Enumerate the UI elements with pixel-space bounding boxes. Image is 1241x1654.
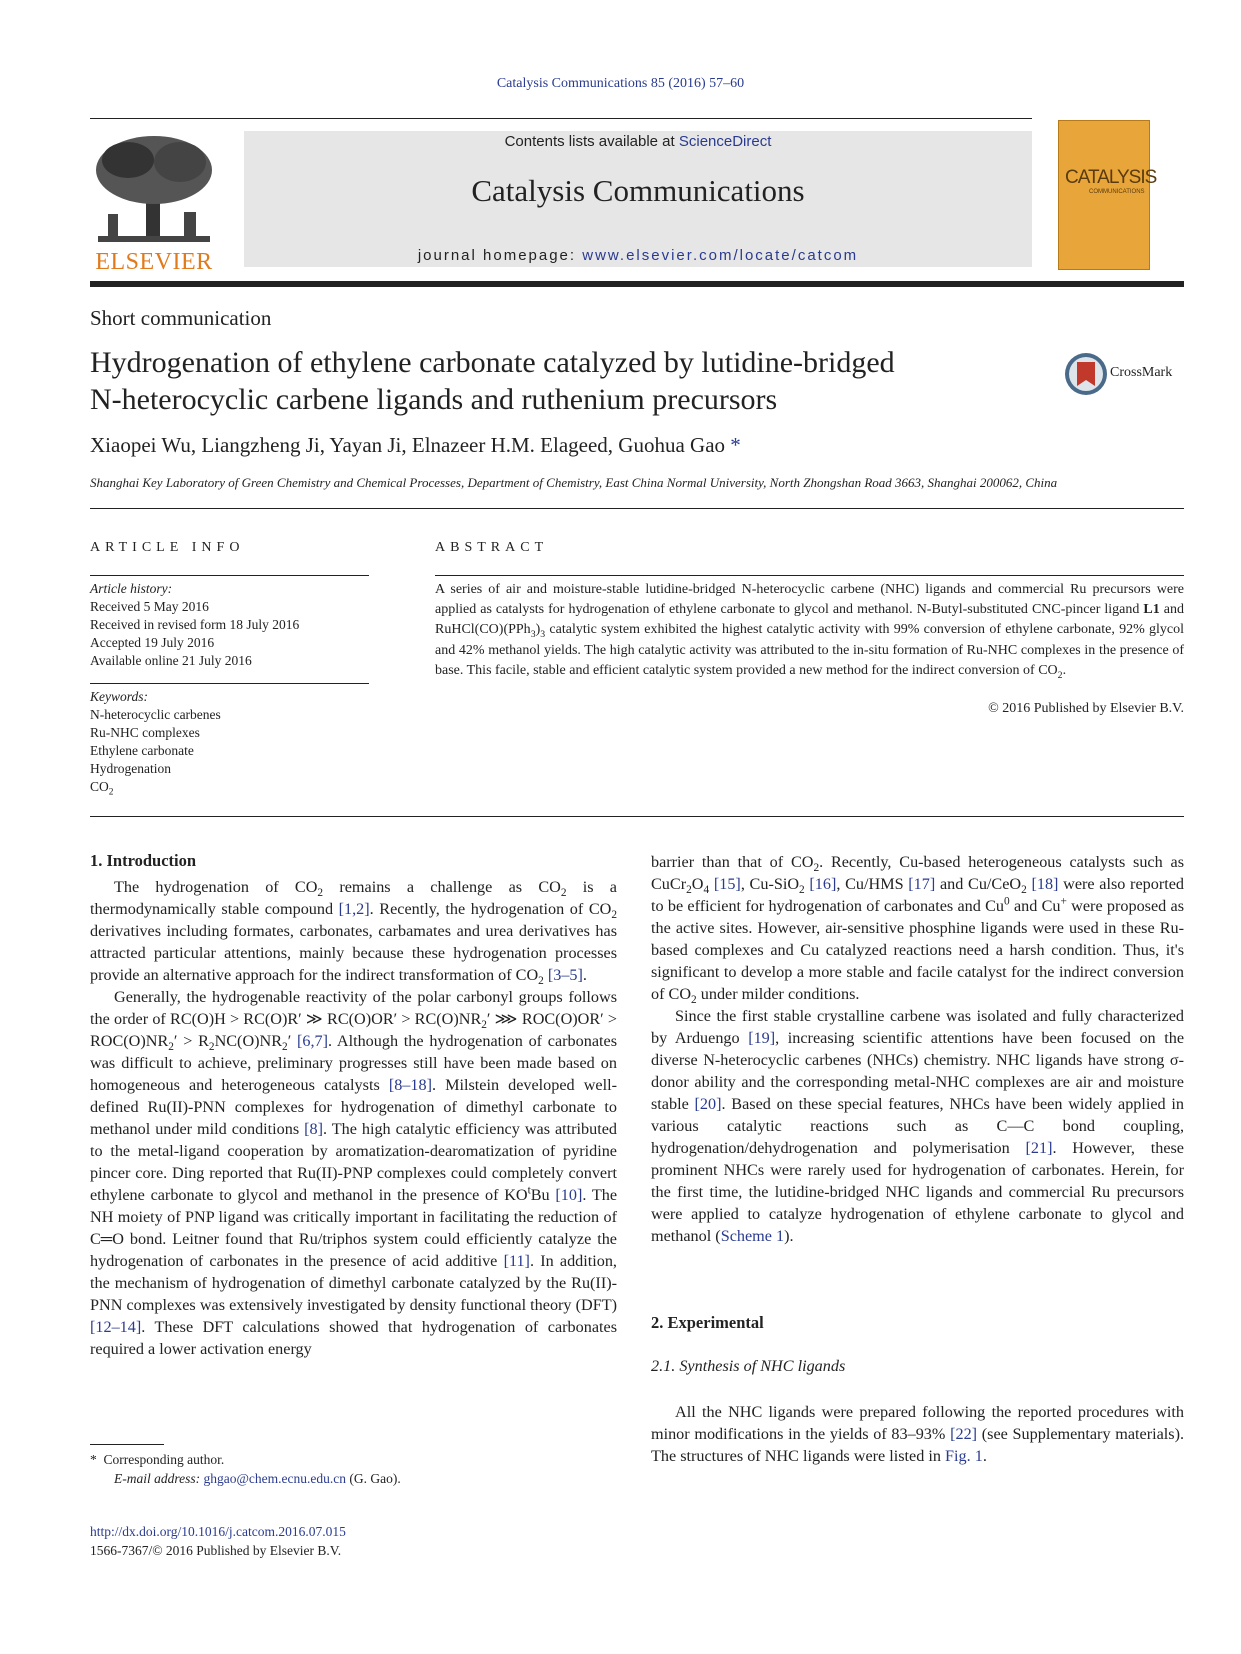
subsection-heading: 2.1. Synthesis of NHC ligands: [651, 1357, 846, 1375]
doi-link[interactable]: http://dx.doi.org/10.1016/j.catcom.2016.07.015: [90, 1524, 346, 1539]
divider: [90, 575, 369, 576]
homepage-link[interactable]: www.elsevier.com/locate/catcom: [582, 247, 859, 264]
cover-subtitle: COMMUNICATIONS: [1089, 189, 1145, 195]
citation-link[interactable]: [19]: [748, 1029, 776, 1047]
journal-banner: [244, 131, 1032, 267]
citation-link[interactable]: [6,7]: [296, 1032, 328, 1050]
experimental-text: All the NHC ligands were prepared following the reported procedures with minor modifications in the yields of 83–93% [22] (see Supplementary materials). The structures of NHC ligands were listed in Fig. 1.: [651, 1403, 1185, 1465]
citation-link[interactable]: [8]: [304, 1120, 323, 1138]
crossmark-badge[interactable]: [1064, 352, 1184, 398]
article-type: Short communication: [90, 306, 272, 330]
history-item: Accepted 19 July 2016: [90, 635, 215, 650]
article-info-heading: ARTICLE INFO: [90, 540, 245, 555]
citation-link[interactable]: [1,2]: [338, 900, 370, 918]
cover-title: CATALYSIS: [1065, 167, 1157, 188]
citation-link[interactable]: [15]: [713, 875, 741, 893]
figure-link[interactable]: Fig. 1: [945, 1447, 983, 1465]
journal-homepage: journal homepage: www.elsevier.com/locate/catcom: [417, 247, 859, 264]
header-thick-rule: [90, 281, 1184, 287]
citation-link[interactable]: [16]: [809, 875, 837, 893]
tree-icon: [88, 130, 220, 248]
elsevier-wordmark: ELSEVIER: [95, 249, 213, 275]
email-link[interactable]: ghgao@chem.ecnu.edu.cn: [203, 1471, 347, 1486]
history-item: Received 5 May 2016: [90, 599, 209, 614]
keyword: Hydrogenation: [90, 761, 171, 776]
corresponding-author-mark[interactable]: *: [730, 433, 741, 457]
keyword: Ru-NHC complexes: [90, 725, 200, 740]
sciencedirect-link[interactable]: ScienceDirect: [678, 133, 772, 150]
citation-link[interactable]: [22]: [950, 1425, 978, 1443]
keyword: N-heterocyclic carbenes: [90, 707, 221, 722]
citation-link[interactable]: [20]: [694, 1095, 722, 1113]
citation-link[interactable]: [12–14]: [90, 1318, 142, 1336]
footnote-rule: [90, 1444, 164, 1445]
keywords: Keywords: N-heterocyclic carbenes Ru-NHC complexes Ethylene carbonate Hydrogenation $CO_2$: [90, 689, 221, 798]
divider: [90, 816, 1184, 817]
scheme-link[interactable]: Scheme 1: [720, 1227, 785, 1245]
footnote: * Corresponding author. E-mail address: ghgao@chem.ecnu.edu.cn (G. Gao).: [90, 1452, 401, 1486]
citation-link[interactable]: [17]: [908, 875, 936, 893]
journal-cover: [1058, 120, 1157, 270]
contents-line: Contents lists available at ScienceDirect: [504, 133, 772, 150]
divider: [435, 575, 1184, 576]
citation-link[interactable]: [8–18]: [388, 1076, 432, 1094]
crossmark-icon: [1064, 352, 1108, 396]
journal-name: Catalysis Communications: [471, 173, 805, 208]
citation-link[interactable]: [11]: [503, 1252, 530, 1270]
citation-link[interactable]: [10]: [555, 1186, 583, 1204]
section-heading-introduction: 1. Introduction: [90, 851, 197, 870]
elsevier-logo: [88, 130, 220, 276]
divider: [90, 508, 1184, 509]
citation-link[interactable]: [3–5]: [547, 966, 583, 984]
keyword: Ethylene carbonate: [90, 743, 194, 758]
issn-line: 1566-7367/© 2016 Published by Elsevier B.V.: [90, 1543, 342, 1558]
divider: [90, 683, 369, 684]
article-title: Hydrogenation of ethylene carbonate catalyzed by lutidine-bridged N-heterocyclic carbene ligands and ruthenium precursors: [90, 346, 895, 416]
section-heading-experimental: 2. Experimental: [651, 1313, 764, 1332]
doi-block: [90, 1522, 346, 1560]
abstract-heading: ABSTRACT: [435, 540, 549, 555]
citation-link[interactable]: [21]: [1025, 1139, 1053, 1157]
history-item: Available online 21 July 2016: [90, 653, 252, 668]
body-column-left: The hydrogenation of $CO_2$ remains a challenge as $CO_2$ is a thermodynamically stable compound [1,2]. Recently, the hydrogenation of $CO_2$ derivatives including formates, carbonates, carbamates and urea derivatives has attracted particular attentions, mainly because these hydrogenation processes provide an alternative approach for the indirect transformation of $CO_2$ [3–5]. Generally, the hydrogenable reactivity of the polar carbonyl groups follows the order of RC(O)H > RC(O)R′ ≫ $RC(O)OR' > RC(O)NR_2'$ ⋙ $ROC(O)OR' > ROC(O)NR_2' > R_2NC(O)NR_2'$ [6,7]. Although the hydrogenation of carbonates was difficult to achieve, preliminary progresses still have been made based on homogeneous and heterogeneous catalysts [8–18]. Milstein developed well-defined Ru(II)-PNN complexes for hydrogenation of dimethyl carbonate to methanol under mild conditions [8]. The high catalytic efficiency was attributed to the metal-ligand cooperation by aromatization-dearomatization of pyridine pincer core. Ding reported that Ru(II)-PNP complexes could completely convert ethylene carbonate to glycol and methanol in the presence of $KO^tBu$ [10]. The NH moiety of PNP ligand was critically important in facilitating the reduction of C═O bond. Leitner found that Ru/triphos system could efficiently catalyze the hydrogenation of carbonates in the presence of acid additive [11]. In addition, the mechanism of hydrogenation of dimethyl carbonate catalyzed by the Ru(II)-PNN complexes was extensively investigated by density functional theory (DFT) [12–14]. These DFT calculations showed that hydrogenation of carbonates required a lower activation energy: [90, 878, 618, 1358]
header-rule: [90, 118, 1032, 119]
affiliation: Shanghai Key Laboratory of Green Chemistry and Chemical Processes, Department of Chemistry, East China Normal University, North Zhongshan Road 3663, Shanghai 200062, China: [90, 475, 1058, 490]
citation-link[interactable]: [18]: [1031, 875, 1059, 893]
crossmark-label: CrossMark: [1110, 365, 1173, 380]
keyword: $CO_2$: [90, 779, 114, 798]
journal-reference[interactable]: Catalysis Communications 85 (2016) 57–60: [496, 76, 745, 91]
abstract-copyright: © 2016 Published by Elsevier B.V.: [988, 701, 1184, 716]
body-column-right: barrier than that of $CO_2$. Recently, Cu-based heterogeneous catalysts such as $CuCr_2O_4$ [15], Cu-SiO$_2$ [16], Cu/HMS [17] and Cu/CeO$_2$ [18] were also reported to be efficient for hydrogenation of carbonates and Cu$^0$ and Cu+ were proposed as the active sites. However, air-sensitive phosphine ligands were used in these Ru-based complexes and Cu catalyzed reactions need a harsh condition. Thus, it's significant to develop a more stable and facile catalyst for the indirect conversion of $CO_2$ under milder conditions. Since the first stable crystalline carbene was isolated and fully characterized by Arduengo [19], increasing scientific attentions have been focused on the diverse N-heterocyclic carbenes (NHCs) chemistry. NHC ligands have strong σ-donor ability and the corresponding metal-NHC complexes are air and moisture stable [20]. Based on these special features, NHCs have been widely applied in various catalytic reactions such as C—C bond coupling, hydrogenation/dehydrogenation and polymerisation [21]. However, these prominent NHCs were rarely used for hydrogenation of carbonates. Herein, for the first time, the lutidine-bridged NHC ligands and commercial Ru precursors were applied to catalyze hydrogenation of ethylene carbonate to glycol and methanol (Scheme 1).: [651, 853, 1185, 1245]
article-history: Article history: Received 5 May 2016 Received in revised form 18 July 2016 Accepted 19 July 2016 Available online 21 July 2016: [90, 581, 300, 668]
abstract-text: A series of air and moisture-stable lutidine-bridged N-heterocyclic carbene (NHC) ligands and commercial Ru precursors were applied as catalysts for hydrogenation of ethylene carbonate to glycol and methanol. N-Butyl-substituted CNC-pincer ligand L1 and $RuHCl(CO)(PPh_3)_3$ catalytic system exhibited the highest catalytic activity with 99% conversion of ethylene carbonate, 92% glycol and 42% methanol yields. The high catalytic activity was attributed to the in-situ formation of Ru-NHC complexes in the presence of base. This facile, stable and efficient catalytic system provided a new method for the indirect conversion of $CO_2$.: [435, 582, 1184, 681]
history-item: Received in revised form 18 July 2016: [90, 617, 300, 632]
author-list: Xiaopei Wu, Liangzheng Ji, Yayan Ji, Elnazeer H.M. Elageed, Guohua Gao *: [90, 433, 741, 457]
